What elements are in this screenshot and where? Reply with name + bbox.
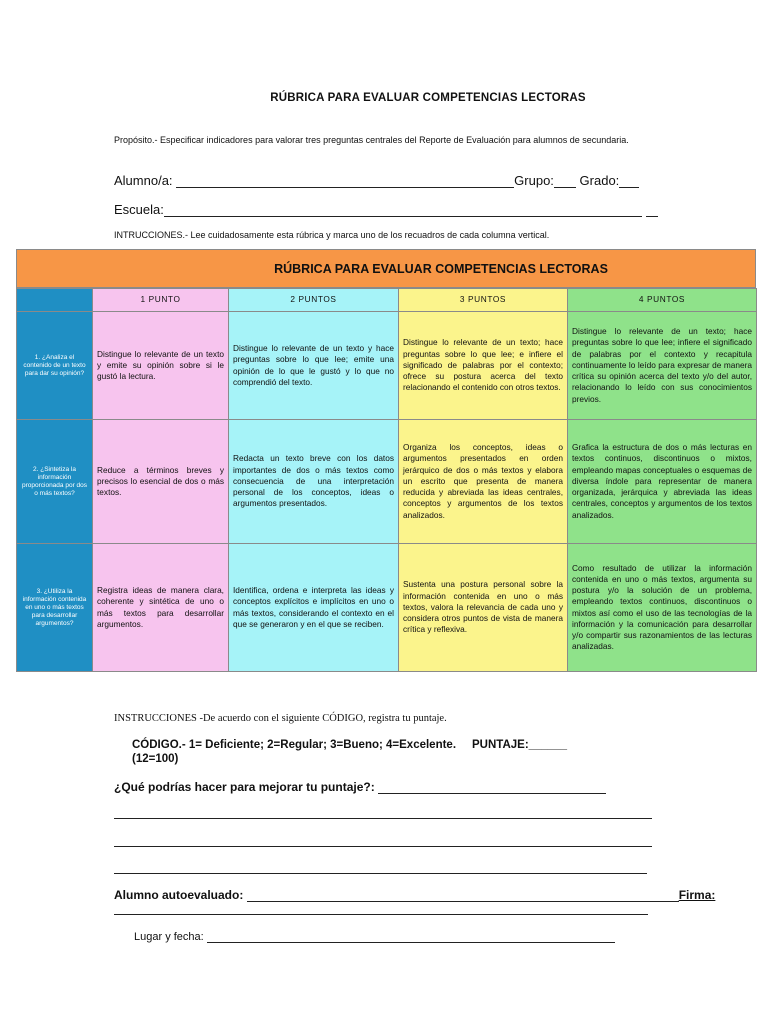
rubric-row-2	[17, 420, 757, 544]
mejorar-question: ¿Qué podrías hacer para mejorar tu puntaje?:	[114, 780, 375, 794]
instrucciones-codigo: INSTRUCCIONES -De acuerdo con el siguiente CÓDIGO, registra tu puntaje.	[114, 713, 447, 724]
col-header-1: 1 PUNTO	[93, 289, 229, 312]
answer-line-1[interactable]	[114, 818, 652, 819]
proposito-text: Propósito.- Especificar indicadores para valorar tres preguntas centrales del Reporte de Evaluación para alumnos de secundaria.	[114, 135, 629, 145]
col-header-3: 3 PUNTOS	[399, 289, 568, 312]
rubric-cell-2-3[interactable]: Organiza los conceptos, ideas o argumentos presentados en orden jerárquico de dos o más textos y elabora un escrito que presenta de manera reducida y abreviada las ideas centrales, conceptos y argumentos de los textos analizados.	[399, 420, 568, 544]
escuela-label: Escuela:	[114, 202, 164, 217]
instrucciones-lectura: INTRUCCIONES.- Lee cuidadosamente esta rúbrica y marca uno de los recuadros de cada columna vertical.	[114, 230, 550, 240]
mejorar-row	[114, 780, 606, 794]
rubric-cell-2-1[interactable]: Reduce a términos breves y precisos lo esencial de dos o más textos.	[93, 420, 229, 544]
answer-line-2[interactable]	[114, 846, 652, 847]
autoevaluado-field[interactable]	[247, 889, 679, 902]
rubric-cell-3-3[interactable]: Sustenta una postura personal sobre la información contenida en uno o más textos, valora la relevancia de cada uno y considera otros puntos de vista de manera crítica y reflexiva.	[399, 544, 568, 672]
codigo-block	[132, 738, 652, 766]
rubric-cell-3-1[interactable]: Registra ideas de manera clara, coherente y sintética de uno o más textos para desarrollar argumentos.	[93, 544, 229, 672]
grado-field[interactable]	[619, 175, 639, 188]
col-header-2: 2 PUNTOS	[229, 289, 399, 312]
firma-line[interactable]	[114, 914, 648, 915]
corner-cell	[17, 289, 93, 312]
rubric-cell-2-2[interactable]: Redacta un texto breve con los datos importantes de dos o más textos como consecuencia de una interpretación personal de los conceptos, ideas o argumentos presentados.	[229, 420, 399, 544]
alumno-row	[114, 173, 674, 188]
rubric-cell-1-4[interactable]: Distingue lo relevante de un texto; hace preguntas sobre lo que lee; infiere el significado de palabras por el contexto y recapitula continuamente lo leído para expresar de manera crítica su opinión acerca del texto y/o del autor, relacionando lo leído con sus conocimientos previos.	[568, 312, 757, 420]
firma-label: Firma:	[678, 888, 716, 902]
puntaje-label[interactable]: PUNTAJE:______	[472, 739, 568, 751]
lugar-fecha-field[interactable]	[207, 930, 615, 943]
autoevaluado-label: Alumno autoevaluado:	[114, 888, 244, 902]
col-header-4: 4 PUNTOS	[568, 289, 757, 312]
rubric-cell-3-2[interactable]: Identifica, ordena e interpreta las ideas y conceptos explícitos e implícitos en uno o más textos, considerando el contexto en el que se generaron y en el que se reciben.	[229, 544, 399, 672]
lugar-fecha-label: Lugar y fecha:	[134, 931, 204, 943]
rubric-cell-1-1[interactable]: Distingue lo relevante de un texto y emite su opinión sobre si le gustó la lectura.	[93, 312, 229, 420]
mejorar-field[interactable]	[378, 781, 606, 794]
lugar-fecha-row	[134, 930, 615, 943]
rubric-cell-1-2[interactable]: Distingue lo relevante de un texto y hace preguntas sobre lo que lee; emite una opinión de lo que le gustó y lo que no comprendió del texto.	[229, 312, 399, 420]
alumno-field[interactable]	[176, 175, 514, 188]
rubric-row-1	[17, 312, 757, 420]
autoevaluado-row	[114, 888, 754, 902]
page-title: RÚBRICA PARA EVALUAR COMPETENCIAS LECTORAS	[270, 92, 586, 104]
question-cell-1: 1. ¿Analiza el contenido de un texto para dar su opinión?	[17, 312, 93, 420]
escuela-row	[114, 202, 674, 217]
grupo-field[interactable]	[554, 175, 576, 188]
rubric-cell-1-3[interactable]: Distingue lo relevante de un texto; hace preguntas sobre lo que lee; e infiere el significado de palabras por el contexto; ofrece su postura acerca del texto relacionando el contenido con otros textos.	[399, 312, 568, 420]
rubric-header-row	[17, 289, 757, 312]
escuela-field-extra	[646, 204, 658, 217]
rubric-table	[16, 249, 756, 672]
question-cell-2: 2. ¿Sintetiza la información proporcionada por dos o más textos?	[17, 420, 93, 544]
codigo-text: CÓDIGO.- 1= Deficiente; 2=Regular; 3=Bueno; 4=Excelente.	[132, 739, 457, 751]
answer-line-3[interactable]	[114, 873, 647, 874]
grupo-label: Grupo:	[514, 173, 554, 188]
question-cell-3: 3. ¿Utiliza la información contenida en uno o más textos para desarrollar argumentos?	[17, 544, 93, 672]
rubric-row-3	[17, 544, 757, 672]
puntaje-max: (12=100)	[132, 753, 179, 765]
escuela-field[interactable]	[164, 204, 642, 217]
rubric-heading: RÚBRICA PARA EVALUAR COMPETENCIAS LECTORAS	[16, 249, 756, 288]
rubric-cell-3-4[interactable]: Como resultado de utilizar la información contenida en uno o más textos, argumenta su postura y/o la solución de un problema, empleando textos continuos, discontinuos o mixtos así como el uso de las tecnologías de la información y la comunicación para desarrollar y/o compartir sus razonamientos de las lecturas analizadas.	[568, 544, 757, 672]
grado-label: Grado:	[579, 173, 620, 188]
rubric-cell-2-4[interactable]: Grafica la estructura de dos o más lecturas en textos continuos, discontinuos o mixtos, empleando mapas conceptuales o esquemas de diversa índole para representar de manera organizada, jerárquica y abreviada las ideas centrales, conceptos y argumentos de los textos analizados.	[568, 420, 757, 544]
alumno-label: Alumno/a:	[114, 173, 173, 188]
